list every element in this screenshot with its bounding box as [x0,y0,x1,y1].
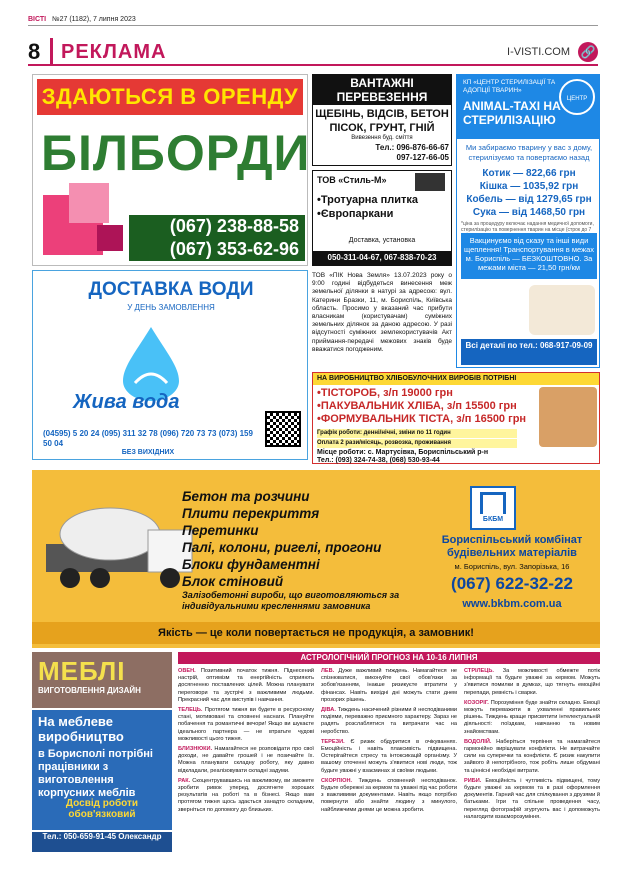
horoscope-entry [321,707,457,736]
sign-name: ВОДОЛІЙ. [464,738,492,745]
billboard-phone-2[interactable]: (067) 353-62-96 [169,239,299,259]
furniture-body [32,710,172,830]
bkbm-sub: Залізобетонні вироби, що виготовляються за індивідуальними кресленнями замовника [182,590,400,611]
issue-bar [28,14,598,26]
stil-m-phones[interactable]: 050-311-04-67, 067-838-70-23 [313,251,451,265]
animal-taxi-header [457,75,599,139]
page-number: 8 [28,39,41,64]
bkbm-logo-text: БКБМ [482,516,504,523]
pink-square-graphic [97,225,123,251]
horoscope-title: АСТРОЛОГІЧНИЙ ПРОГНОЗ НА 10-16 ЛИПНЯ [178,652,600,664]
water-phones[interactable]: (04595) 5 20 24 (095) 311 32 78 (096) 720 73 73 (073) 159 50 04 [43,429,253,448]
bkbm-phone[interactable]: (067) 622-32-22 [451,574,573,593]
stil-m-items [317,193,449,221]
sign-name: ТЕРЕЗИ. [321,738,345,745]
furniture-header [32,652,172,708]
billboard-ad[interactable] [32,74,311,266]
section-header [28,38,598,66]
bkbm-ad[interactable] [32,470,600,648]
horoscope-entry [464,668,600,697]
product-item: Блок стіновий [182,574,284,589]
water-days: БЕЗ ВИХІДНИХ [121,449,175,456]
furniture-headline: На меблеве виробництво [38,714,124,744]
furniture-exp: Досвід роботи обов'язковий [65,798,139,820]
horoscope-column-3 [464,668,600,824]
product-item: Плити перекриття [182,506,320,521]
furniture-contact[interactable]: Тел.: 050-659-91-45 Олександр [32,832,172,852]
animal-taxi-brand: ANIMAL-TAXI НА СТЕРИЛІЗАЦІЮ [463,99,561,127]
bakery-place: Місце роботи: с. Мартусівка, Бориспільський р-н [317,449,489,456]
stil-m-item-2: •Європаркани [317,208,394,220]
horoscope-entry [321,668,457,704]
billboard-title: БІЛБОРДИ [41,125,311,181]
horoscope-entry [321,739,457,775]
newspaper-brand[interactable]: ВІСТІ [28,16,47,23]
furniture-sub: ВИГОТОВЛЕННЯ ДИЗАЙН [38,686,141,695]
bakery-phones[interactable]: Тел.: (093) 324-74-38, (068) 530-93-44 [317,457,440,464]
section-title: РЕКЛАМА [50,38,166,66]
animal-taxi-prices [461,167,597,219]
product-item: Блоки фундаментні [182,557,320,572]
furniture-text: в Борисполі потрібні працівники з виготовлення корпусних меблів [38,748,153,799]
water-delivery-ad[interactable] [32,270,308,460]
cargo-phone-2[interactable]: 097-127-66-05 [396,153,449,162]
horoscope [178,652,600,852]
paving-block-icon [415,173,445,191]
stil-m-ad[interactable] [312,170,452,266]
bkbm-products [182,488,432,590]
product-item: Бетон та розчини [182,489,310,504]
cargo-goods: ЩЕБІНЬ, ВІДСІВ, БЕТОН ПІСОК, ГРУНТ, ГНІЙ [315,108,449,134]
water-headline: ДОСТАВКА ВОДИ [88,279,254,300]
sign-text: Тиждень насичений різними й несподіваними подіями, переважно приємного характеру. Зараз не радять розслаблятися та витрачати час на неробство. [321,707,457,735]
cargo-sub: Вивезення буд. сміття [351,135,413,141]
sign-text: Порозуміння буде знайти складно. Емоції можуть переважити в ухваленні правильних рішень. Тиждень краще присвятити інтелектуальній діяльності: поїздкам, навчанню та новим знайомствам. [464,699,600,735]
billboard-headline: ЗДАЮТЬСЯ В ОРЕНДУ [37,79,303,115]
bkbm-name: Бориспільський комбінат будівельних матеріалів [441,534,583,559]
cargo-phone-1[interactable]: Тел.: 096-876-66-67 [375,143,449,152]
horoscope-entry [178,778,314,814]
sign-name: ДІВА. [321,707,336,714]
animal-taxi-org: КП «ЦЕНТР СТЕРИЛІЗАЦІЇ ТА АДОПЦІЇ ТВАРИН» [463,79,556,94]
sign-name: ЛЕВ. [321,668,335,674]
legal-notice: ТОВ «ПІК Нова Земля» 13.07.2023 року о 9:00 годині відбудеться винесення меж земельної ділянки в натурі за адресою: вул. Катерини Бразки, 11, м. Бориспіль, Київська область. Просимо у вказаний час прибути власникам (користувачам) суміжних земельних ділянок за даною адресою. У разі відсутності суміжних землекористувачів Акт приймання-передачі межових знаків буде вважатися погодженим. [312,272,452,353]
paw-logo-icon: ЦЕНТР [559,79,595,115]
horoscope-entry [464,739,600,775]
pets-image [529,285,595,335]
billboard-phone-1[interactable]: (067) 238-88-58 [169,216,299,236]
horoscope-entry [178,746,314,775]
bakery-position: •ФОРМУВАЛЬНИК ТІСТА, з/п 16500 грн [317,413,527,425]
horoscope-entry [178,707,314,743]
horoscope-entry [464,778,600,821]
cargo-title: ВАНТАЖНІ ПЕРЕВЕЗЕННЯ [313,75,451,105]
animal-taxi-ad[interactable] [456,74,600,368]
furniture-logo: МЕБЛІ [38,656,126,686]
animal-taxi-contact[interactable]: Всі деталі по тел.: 068-917-09-09 [461,339,597,365]
water-sub: У ДЕНЬ ЗАМОВЛЕННЯ [127,303,215,312]
bkbm-address: м. Бориспіль, вул. Запорізька, 16 [454,562,570,571]
horoscope-column-1 [178,668,314,817]
link-icon[interactable]: 🔗 [578,42,598,62]
price-item: Кішка — 1035,92 грн [479,181,579,192]
sign-text: Тиждень сповнений несподіванок. Будьте обережні за кермом та уважні під час роботи з важливими документами. Навіть якщо потрібно повернути або знайти людину з минулого, найближчими днями це можна зробити. [321,777,457,813]
stil-m-name: ТОВ «Стиль-М» [317,175,387,185]
animal-taxi-vaccine: Вакцинуємо від сказу та інші види щеплення! Транспортування в межах м. Бориспіль — БЕЗКОШТОВНО. За межами міста — 21,50 грн/км [461,233,597,279]
bkbm-slogan: Якість — це коли повертається не продукція, а замовник! [32,622,600,644]
product-item: Палі, колони, ригелі, прогони [182,540,382,555]
price-item: Сука — від 1468,50 грн [472,207,586,218]
bakery-header: НА ВИРОБНИЦТВО ХЛІБОБУЛОЧНИХ ВИРОБІВ ПОТРІБНІ [313,373,599,385]
sign-name: РИБИ. [464,777,482,784]
sign-text: Намагайтеся не розповідати про свої доходи, не давайте грошей і не позичайте їх. Можна планувати складну роботу, яку давно відкладали, реалізовувати складні задуми. [178,746,314,774]
bakery-contact [313,449,553,465]
bakery-position: •ТІСТОРОБ, з/п 19000 грн [317,387,453,399]
animal-taxi-note: *ціна за процедуру включає надання медичної допомоги, стерилізацію та повернення тварин на місце (строк до 7 [461,221,594,233]
bkbm-website[interactable]: www.bkbm.com.ua [462,598,562,610]
water-brand: Жива вода [73,391,180,413]
sign-name: КОЗОРІГ. [464,699,489,706]
pink-square-graphic [69,183,109,223]
sign-text: Позитивний початок тижня. Піднесений настрій, оптимізм та енергійність сприяють досягненню поставлених цілей. Можна планувати переговори та зустрічі з важливими людьми. Прекрасний час для виступів і навчання. [178,668,314,703]
price-item: Котик — 822,66 грн [482,168,576,179]
horoscope-column-2 [321,668,457,817]
furniture-ad[interactable] [32,652,172,852]
horoscope-entry [178,668,314,704]
animal-taxi-desc: Ми забираємо тварину у вас з дому, стерилізуємо та повертаємо назад [465,143,593,162]
sign-text: Протягом тижня ви будете в ресурсному стані, мотивовані та сповнені наснаги. Плануйте побачення та романтичні вечори! Якщо ви шукаєте ідеального партнера — не втратьте чудові можливості цього тижня. [178,707,315,742]
sign-text: Є ризик обдуритися в очікуваннях. Емоційність і навіть плаксивість підвищена. Остерігайтеся стресу та інтоксикацій організму. У вашому оточенні можуть з'явитися нові люди, тож будьте уважні у взаєминах зі своїми людьми. [321,738,458,774]
sign-name: РАК. [178,777,191,784]
bakery-position: •ПАКУВАЛЬНИК ХЛІБА, з/п 15500 грн [317,400,517,412]
cargo-phones [317,143,449,163]
bakery-schedule: Графік роботи: денні/нічні, зміни по 11 годин [317,429,517,438]
horoscope-entry [464,700,600,736]
horoscope-entry [321,778,457,814]
bkbm-logo [470,486,516,530]
cargo-ad[interactable] [312,74,452,166]
sign-text: Емоційність і чутливість підвищені, тому будьте уважні за кермом та в разі оформлення документів. Гарний час для спілкування з друзями й батьками. Ігри та спільне проведення часу, перегляд фотографій згуртують вас і допоможуть налагодити взаєморозуміння. [464,777,600,820]
bakery-ad[interactable] [312,372,600,464]
bkbm-logo-icon [480,492,506,514]
bakery-pay: Оплата 2 рази/місяць, розвозка, проживання [317,439,517,448]
stil-m-sub: Доставка, установка [348,237,416,244]
bakery-positions [317,387,537,426]
site-link[interactable]: I-VISTI.COM [507,46,570,58]
sign-name: СТРІЛЕЦЬ. [464,668,494,674]
price-item: Кобель — від 1279,65 грн [466,194,592,205]
product-item: Перетинки [182,523,259,538]
bread-image [539,387,597,447]
sign-name: СКОРПІОН. [321,777,353,784]
qr-code-icon[interactable] [265,411,301,447]
sign-name: БЛИЗНЮКИ. [178,746,213,753]
sign-text: Дуже важливий тиждень. Намагайтеся не спізнюватися, виконуйте свої обов'язки за зобов'язанням, інакше ризикуєте втратити у фінансах. Навіть вихідні дні можуть стати днем прозорих рішень. [321,668,457,703]
sign-name: ТЕЛЕЦЬ. [178,707,203,714]
issue-info: №27 (1182), 7 липня 2023 [52,16,136,23]
stil-m-item-1: •Тротуарна плитка [317,194,419,206]
concrete-truck-image [40,494,200,598]
sign-name: ОВЕН. [178,668,196,674]
sign-text: За можливості обмежте потік інформації та будьте уважні за кермом. Можуть з'явитися помилки в думках, що тягнуть емоційні перепади, ревність і сварки. [464,668,600,696]
sign-text: Наберіться терпіння та намагайтеся гармонійно вирішувати конфлікти. Не витрачайте сили на суперечки та конфлікти. Є ризик накупити зайвого й непотрібного, тож робіть лише обдумані та ціннісні необхідні витрати. [464,738,600,774]
billboard-phones [129,215,305,261]
sign-text: Скоцентрувавшись на важливому, ви зможете зробити ривок уперед, досягнете хороших результатів на роботі та в бізнесі. Якщо вам протягом тижня щось здається занадто складним, зверніться по допомогу до близьких. [178,777,314,813]
